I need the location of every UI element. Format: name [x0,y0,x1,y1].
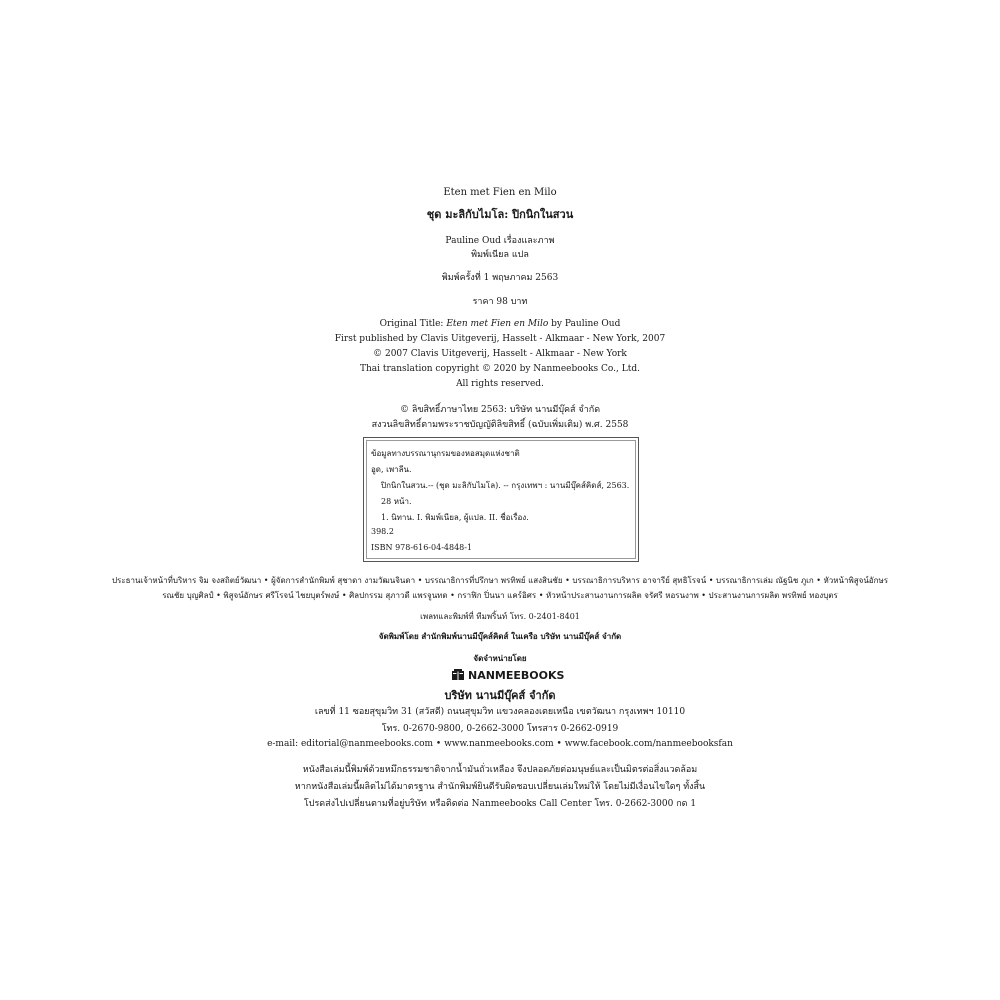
cip-pages: 28 หน้า. [381,497,412,506]
company-address: เลขที่ 11 ซอยสุขุมวิท 31 (สวัสดี) ถนนสุขุมวิท แขวงคลองเตยเหนือ เขตวัฒนา กรุงเทพฯ 10110 [314,707,686,717]
cip-title: ปิกนิกในสวน.-- (ชุด มะลิกับไมโล). -- กรุงเทพฯ : นานมีบุ๊คส์คิดส์, 2563. [381,481,630,490]
cip-subjects: 1. นิทาน. I. พิมพ์เนียล, ผู้แปล. II. ชื่อเรื่อง. [381,513,529,522]
cip-box [363,437,639,562]
original-title-suffix: by Pauline Oud [548,319,621,329]
company-name: บริษัท นานมีบุ๊คส์ จำกัด [444,689,556,702]
copyright-2007: © 2007 Clavis Uitgeverij, Hasselt - Alkmaar - New York [373,349,627,359]
printer-info: เพลทและพิมพ์ที่ ทีมพริ้นท์ โทร. 0-2401-8401 [420,612,580,621]
publisher-info: จัดพิมพ์โดย สำนักพิมพ์นานมีบุ๊คส์คิดส์ ในเครือ บริษัท นานมีบุ๊คส์ จำกัด [378,631,622,641]
cip-class: 398.2 [371,527,394,536]
translator-credit: พิมพ์เนียล แปล [471,250,529,260]
edition-info: พิมพ์ครั้งที่ 1 พฤษภาคม 2563 [441,273,559,283]
thai-title: ชุด มะลิกับไมโล: ปิกนิกในสวน [426,208,574,221]
staff-credits-line-2: รณชัย บุญศิลป์ • พิสูจน์อักษร ศรีโรจน์ ไชยบุตร์พงษ์ • ศิลปกรรม สุภาวดี แพรจูนทด • กราฟิก ปิ่นนา แคร์อิศร • หัวหน้าประสานงานการผลิต จรัศรี หอรนงาพ • ประสานงานการผลิต พรทิพย์ ทองบุตร [162,591,838,600]
distributor-label: จัดจำหน่ายโดย [473,653,527,663]
original-title-italic: Eten met Fien en Milo [446,319,549,329]
all-rights-reserved: All rights reserved. [456,379,544,389]
cip-box-inner [366,440,636,559]
cip-isbn: ISBN 978-616-04-4848-1 [371,543,473,552]
notice-eco-ink: หนังสือเล่มนี้พิมพ์ด้วยหมึกธรรมชาติจากน้ำมันถั่วเหลือง จึงปลอดภัยต่อมนุษย์และเป็นมิตรต่อสิ่งแวดล้อม [302,765,698,775]
cip-author: อูด, เพาลีน. [371,465,412,474]
thai-copyright-law: สงวนลิขสิทธิ์ตามพระราชบัญญัติลิขสิทธิ์ (ฉบับเพิ่มเติม) พ.ศ. 2558 [371,420,629,430]
notice-call-center: โปรดส่งไปเปลี่ยนตามที่อยู่บริษัท หรือติดต่อ Nanmeebooks Call Center โทร. 0-2662-3000 กด 1 [303,799,697,809]
book-icon [451,668,465,682]
logo-wordmark: NANMEEBOOKS [468,668,565,682]
notice-replacement: หากหนังสือเล่มนี้ผลิตไม่ได้มาตรฐาน สำนักพิมพ์ยินดีรับผิดชอบเปลี่ยนเล่มใหม่ให้ โดยไม่มีเงื่อนไขใดๆ ทั้งสิ้น [294,782,706,792]
original-title: Eten met Fien en Milo [443,187,557,198]
original-title-credit [0,319,1000,329]
thai-copyright: © ลิขสิทธิ์ภาษาไทย 2563: บริษัท นานมีบุ๊คส์ จำกัด [399,405,601,415]
contact-web: e-mail: editorial@nanmeebooks.com • www.nanmeebooks.com • www.facebook.com/nanmeebooksfan [267,739,733,749]
company-phones: โทร. 0-2670-9800, 0-2662-3000 โทรสาร 0-2662-0919 [381,724,619,734]
staff-credits-line-1: ประธานเจ้าหน้าที่บริหาร จิม จงสถิตย์วัฒนา • ผู้จัดการสำนักพิมพ์ สุชาดา งามวัฒนจินดา • บรรณาธิการที่ปรึกษา พรทิพย์ แสงสินชัย • บรรณาธิการบริหาร อาจารีย์ สุทธิโรจน์ • บรรณาธิการเล่ม ณัฐนิช ภูเก • หัวหน้าพิสูจน์อักษร [111,576,889,585]
thai-translation-copyright: Thai translation copyright © 2020 by Nanmeebooks Co., Ltd. [360,364,640,374]
price: ราคา 98 บาท [472,297,528,307]
first-published: First published by Clavis Uitgeverij, Hasselt - Alkmaar - New York, 2007 [334,334,666,344]
original-title-prefix: Original Title: [379,319,447,329]
nanmeebooks-logo [451,668,564,682]
author-credit: Pauline Oud เรื่องและภาพ [445,236,555,246]
cip-header: ข้อมูลทางบรรณานุกรมของหอสมุดแห่งชาติ [371,449,520,458]
